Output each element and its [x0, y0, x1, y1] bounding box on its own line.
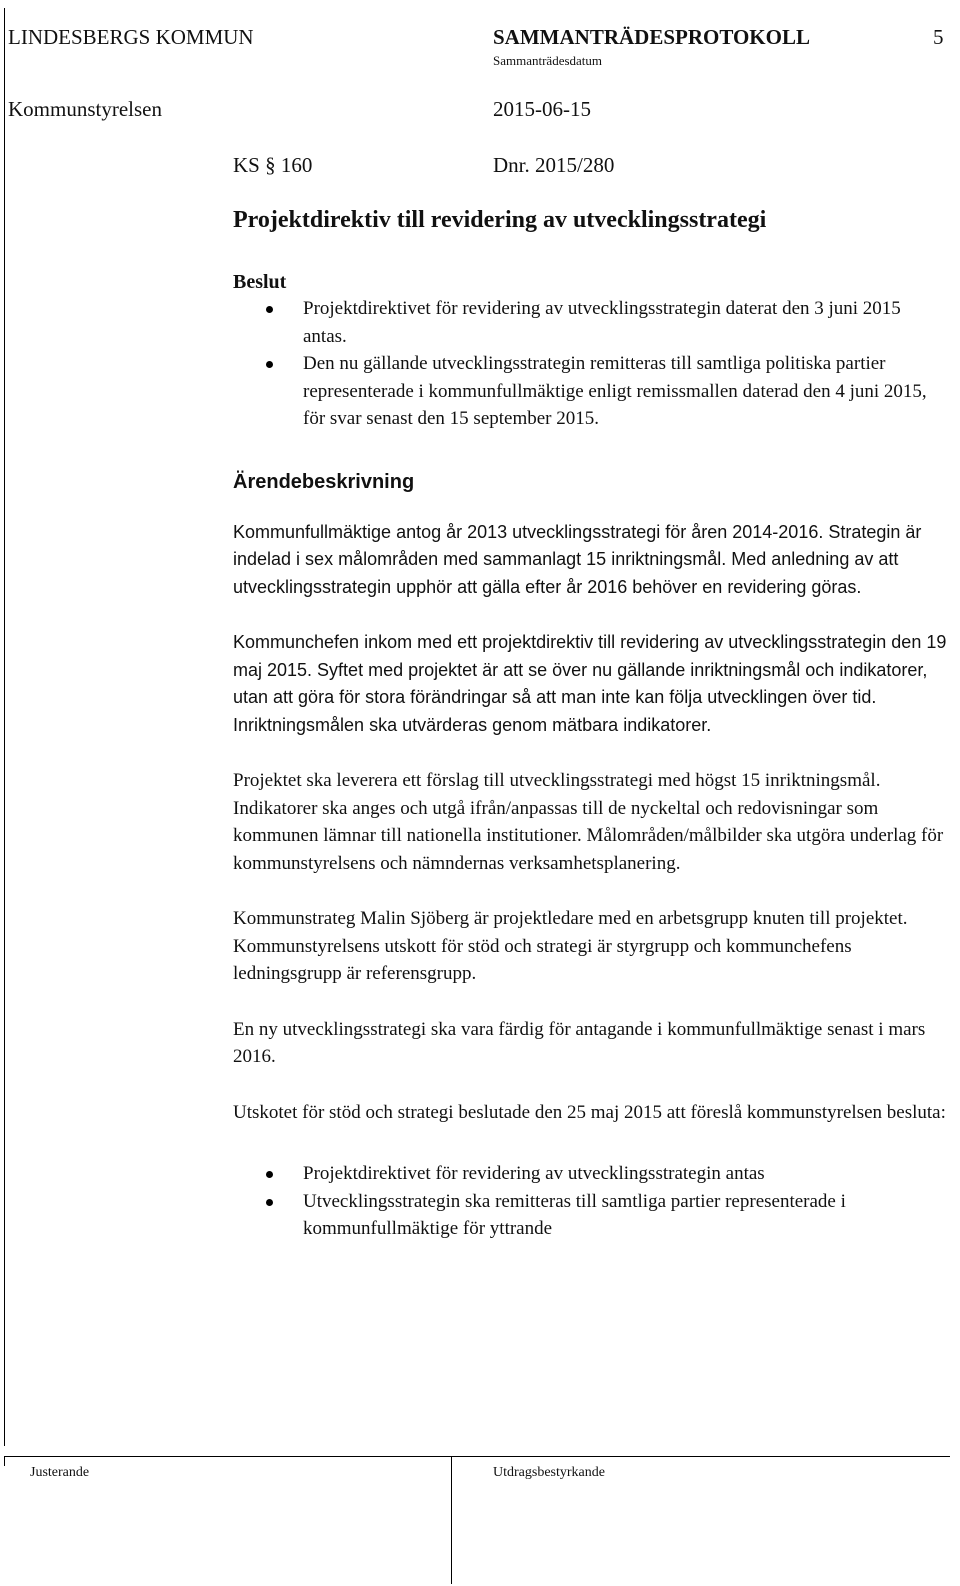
bullet-icon: [266, 1171, 273, 1178]
list-item: Projektdirektivet för revidering av utvecklingsstrategin antas: [233, 1160, 948, 1188]
bullet-icon: [266, 1199, 273, 1206]
footer-divider: [451, 1456, 452, 1584]
page-number: 5: [933, 25, 944, 49]
left-margin-rule: [4, 8, 5, 1446]
paragraph-reference: KS § 160: [233, 153, 313, 177]
governing-body: Kommunstyrelsen: [8, 97, 162, 121]
list-item: Den nu gällande utvecklingsstrategin remitteras till samtliga politiska partier representerade i kommunfullmäktige enligt remissmallen daterad den 4 juni 2015, för svar senast den 15 september 2015.: [233, 350, 948, 433]
paragraph: En ny utvecklingsstrategi ska vara färdig för antagande i kommunfullmäktige senast i mars 2016.: [233, 1018, 926, 1067]
diary-number: Dnr. 2015/280: [493, 153, 615, 177]
paragraph: Utskotet för stöd och strategi beslutade den 25 maj 2015 att föreslå kommunstyrelsen besluta:: [233, 1101, 946, 1123]
beslut-list: [233, 295, 948, 433]
beslut-heading: Beslut: [233, 271, 287, 293]
bullet-icon: [266, 306, 273, 313]
document-title: Projektdirektiv till revidering av utvecklingsstrategi: [233, 207, 767, 233]
bullet-icon: [266, 361, 273, 368]
list-item: Utvecklingsstrategin ska remitteras till samtliga partier representerade i kommunfullmäktige för yttrande: [233, 1188, 948, 1243]
proposal-list: [233, 1160, 948, 1243]
footer-left-tick: [4, 1456, 5, 1466]
arendebeskrivning-heading: Ärendebeskrivning: [233, 470, 415, 493]
date-label: Sammanträdesdatum: [493, 53, 603, 68]
list-item: Projektdirektivet för revidering av utvecklingsstrategin daterat den 3 juni 2015 antas.: [233, 295, 948, 350]
justerande-label: Justerande: [30, 1465, 90, 1480]
organization-name: LINDESBERGS KOMMUN: [8, 25, 254, 49]
paragraph: Projektet ska leverera ett förslag till utvecklingsstrategi med högst 15 inriktningsmål. Indikatorer ska anges och utgå ifrån/anpassas till de nyckeltal och redovisningar som kommunen lämnar till nationella institutioner. Målområden/målbilder ska utgöra underlag för kommunstyrelsens och nämndernas verksamhetsplanering.: [233, 770, 944, 874]
document-type: SAMMANTRÄDESPROTOKOLL: [493, 25, 810, 49]
utdragsbestyrkande-label: Utdragsbestyrkande: [493, 1465, 605, 1480]
main-content: [233, 205, 948, 1243]
paragraph: Kommunchefen inkom med ett projektdirektiv till revidering av utvecklingsstrategin den 19 maj 2015. Syftet med projektet är att se över nu gällande inriktningsmål och indikatorer, utan att göra för stora förändringar så att man inte kan följa utvecklingen över tid. Inriktningsmålen ska utvärderas genom mätbara indikatorer.: [233, 632, 947, 735]
paragraph: Kommunstrateg Malin Sjöberg är projektledare med en arbetsgrupp knuten till projektet. Kommunstyrelsens utskott för stöd och strategi är styrgrupp och kommunchefens ledningsgrupp är referensgrupp.: [233, 908, 908, 984]
paragraph: Kommunfullmäktige antog år 2013 utvecklingsstrategi för åren 2014-2016. Strategin är indelad i sex målområden med sammanlagt 15 inriktningsmål. Med anledning av att utvecklingsstrategin upphör att gälla efter år 2016 behöver en revidering göras.: [233, 521, 922, 597]
footer-rule: [4, 1456, 950, 1457]
meeting-date: 2015-06-15: [493, 97, 591, 121]
